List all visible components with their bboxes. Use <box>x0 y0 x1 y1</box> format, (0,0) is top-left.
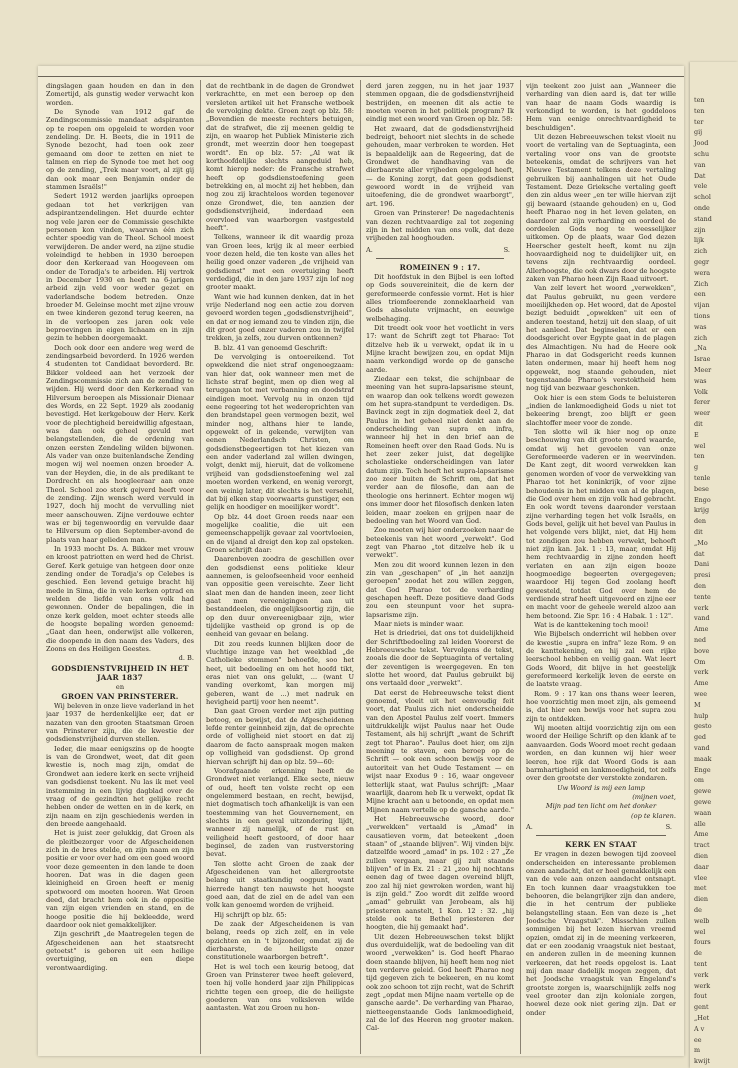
adjacent-page-strip <box>690 62 738 1068</box>
strip-word: hulp <box>694 711 709 720</box>
strip-word: Jood <box>694 139 709 148</box>
strip-word: ned <box>694 636 706 644</box>
signature-initial: S. <box>665 822 672 831</box>
strip-word: schol <box>694 193 711 202</box>
strip-word: A v <box>694 1024 705 1033</box>
paragraph: De zaak der Afgescheidenen is van belang, reeds op zich zelf, en in vele opzichten en in 't bijzonder, omdat zij de dierbaarste, de heiligste onzer constitutionele waarborgen betreft". <box>206 920 354 962</box>
strip-word: Enge <box>694 765 711 774</box>
column-divider <box>520 80 521 1054</box>
strip-word: maak <box>694 754 712 763</box>
strip-word: E <box>694 430 699 439</box>
strip-word: tions <box>694 312 710 320</box>
paragraph: Telkens, wanneer ik dit waardig proza van Groen lees, krijg ik al meer eerbied voor dezen held, die ten koste van alles het heilig goed onzer vaderen „de vrijheid van godsdienst" met een overtuiging heeft verdedigd, die in den jare 1937 zijn lof nog grooter maakt. <box>206 233 354 292</box>
paragraph: Maar niets is minder waar. <box>374 619 464 628</box>
paragraph: Uit dezen Hebreeuwschen tekst blijkt dus overduidelijk, wat de bedoeling van dit woord „verwekken" is. God heeft Pharao doen staande blijven, hij heeft hem nog niet ten verderve geleid. God heeft Pharao nog tijd gegeven zich te bekeeren, en nu komt ook zoo schoon tot zijn recht, wat de Schrift zegt „opdat men Mijne naam vertelle op de gansche aarde". De verharding van Pharao, nietteegenstaande Gods lankmoedigheid, zal de lof des Heeren nog grooter maken. Cal- <box>366 932 514 1033</box>
paragraph: Want wie had kunnen denken, dat in het vrije Nederland nog een actie zou dorven gevoerd worden tegen „godsdienstvrijheid", en dat er nog iemand zou te vinden zijn, die dit groot goed onzer vaderen zou in twijfel trekken, ja zelfs, zou durven ontkennen? <box>206 292 354 343</box>
strip-word: „Het <box>694 1014 710 1022</box>
strip-word: ee <box>694 1035 702 1044</box>
paragraph: Daarenboven zoodra de geschillen over den godsdienst eens politieke kleur aannemen, is geloofseenheid voor eenheid van oppositie geen vereischte. Zeer licht slaat men dan de handen ineen, zeer licht gaat men vereenigingen aan uit bestanddeelen, die ongelijksoortig zijn, die op den duur onvereenigbaar zijn, wier tijdelijke vastheid op grond is op de eenheid van gevaar en belang. <box>206 555 354 639</box>
paragraph: Zoo moeten wij hier onderzoeken naar de beteekenis van het woord „verwekt". God zegt van Pharao „tot ditzelve heb ik u verwekt". <box>366 526 514 560</box>
paragraph: Dit treedt ook voor het voetlicht in vers 17: want de Schrift zegt tot Pharao: Tot ditzelve heb ik u verwekt, opdat ik in u Mijne kracht bewijzen zou, en opdat Mijn naam verkondigd worde op de gansche aarde. <box>366 323 514 374</box>
column-4 <box>526 82 676 1056</box>
paragraph: Groen van Prinsterer! De nagedachtenis van dezen rechtvaardige zal tot zegening zijn in het midden van ons volk, dat deze vrijheden zal hooghouden. <box>366 209 514 243</box>
paragraph: Ten slotte acht Groen de zaak der Afgescheidenen van het allergrootste belang uit staatkundig oogpunt, want hierrede hangt ten nauwste het hoogste goed aan, dat de ziel en de adel van een volk kan genoemd worden de vrijheid. <box>206 859 354 910</box>
strip-word: zich <box>694 247 708 256</box>
paragraph: Hij schrijft op blz. 65: <box>214 910 287 919</box>
strip-word: g <box>694 463 699 472</box>
paragraph: Doch ook door een andere weg werd de zendingsarbeid bevorderd. In 1926 werden 4 studenten tot Candidaat bevorderd. Br. Bikker voldeed aan het verzoek der Zendingscommissie zich aan de zending te wijden. Hij werd door den Kerkeraad van Hilversum beroepen als Missionair Dienaar des Words, en 22 Sept. 1929 als zoodanig bevestigd. Het kerkgebouw der Herv. Kerk voor de plechtigheid bereidwillig afgestaan, was dan ook geheel gevuld met belangstellenden, die de ordening van onzen eersten Zendeling wilden bijwonen. Als vader van onze buitenlandsche Zending mogen wij wel noemen onzen broeder A. van der Heyden, die, in de als predikant te Dordrecht en als hoogleeraar aan onze Theol. School zoo sterk gejverd heeft voor de zending. Zijn wensch werd vervuld in 1927, doch hij mocht de vervulling niet meer aanschouwen. Zijne verdouwe echter was er bij tegenwoordig en vervulde daar te Hilversum op dien September-avond de plaats van haar gelieden man. <box>46 343 194 544</box>
strip-word: was <box>694 322 707 331</box>
strip-word: wel <box>694 927 706 936</box>
paragraph: Ten slotte wil ik hier nog op onze beschouwing van dit groote woord waarde, omdat wij het gevoelen van onze Gereformeerde vaderen er in weervinden. De Kant zegt, dit woord verwekken kan genomen worden of voor de verwekking van Pharao tot het koninkrijk, of voor zijne behoudenis in het midden van al de plagen, die God over hem en zijn volk had gebracht. En ook wordt tevens daaronder verstaan zijne verharding tegen het volk Israëls, en Gods bevel, gelijk uit het bevel van Paulus in het volgende vers blijkt, niet, dat Hij hem tot zondigen zou hebben verwekt, behoeft niet zijn kan. Jak. 1 : 13, maar, omdat Hij hem rechtvaardig in zijne zonden heeft verlaten en aan zijn eigen booze hoogmoedige begeerten overgegeven; waardoor Hij tegen God zoolang heeft gewesteld, totdat God over hem de verdiende straf heeft uitgevoerd en zijne eer en macht voor de geheele wereld alzoo aan hem betoond. Zie Spr. 16 : 4 Habak. 1 : 12". <box>526 428 676 620</box>
paragraph: Ieder, die maar eenigszins op de hoogte is van de Grondwet, weet, dat dit geen kwestie is, noch mag zijn, omdat de Grondwet aan iedere kerk en secte vrijheid van godsdienst toekent. Nu las ik met veel instemming in een lijvig dagblad over de vraag of de gezindten het gelijke recht hebben onder de wetten en in de kerk, en zijn naam en zijn geschiedenis werden in den breede aangehaald. <box>46 744 194 828</box>
paragraph: Het zwaard, dat de godsdienstvrijheid bedreigt, behoort niet slechts in de schede gehouden, maar verbroken te worden. Het is bepaaldelijk aan de Regeering, dat de Grondwet de handhaving van de dierbaarste aller vrijheden opgelegd heeft, — de Koning zorgt, dat geen godsdienst gewoord wordt in de vrijheid van uitoefening, die de grondwet waarborgt", art. 196. <box>366 124 514 208</box>
strip-word: tent <box>694 960 708 968</box>
strip-word: verk <box>694 603 709 612</box>
strip-word: dien <box>694 895 709 904</box>
strip-word: de <box>694 949 702 958</box>
paragraph: derd jaren zeggen, nu in het jaar 1937 stemmen opgaan, die de godsdienstvrijheid bestrijden, en meenen dit als actie te moeten voeren in het politiek program? Ik eindig met een woord van Groen op blz. 58: <box>366 82 514 124</box>
strip-word: dit <box>694 528 703 536</box>
article-heading: KERK EN STAAT <box>565 840 637 850</box>
paragraph: dat de rechtbank in de dagen de Grondwet verkrachtte, en met een beroep op den versleten artikel uit het Fransche wetboek de vervolging dekte. Groen zegt op blz. 58: „Bovendien de meeste rechters betuigen, dat de strafwet, die zij meenen geldig te zijn, en waarop het Publiek Ministerie zich grondt, met weerzin door hen toegepast wordt". En op blz. 57: „Al wat ik korthoofdelijke slechts aangeduid heb, komt hierop neder: de Fransche strafwet heeft op godsdienstoefening geen betrekking en, al mocht zij het hebben, dan nog zou zij krachteloos worden tegenover onze Grondwet, die, ten aanzien der godsdienstvrijheid, inderdaad een overvloed van waarborgen vastgesteld heeft". <box>206 82 354 232</box>
strip-word: zijn <box>694 225 706 234</box>
strip-word: M <box>694 700 701 709</box>
strip-word: fout <box>694 992 707 1001</box>
paragraph: Wie Bijbelsch onderricht wil hebben over de kwestie „supra en infra" leze Rom. 9 en de kanttekening, en hij zal een rijke leerschool hebben en veilig gaan. Wat leert Gods Woord, dit blijve in het geestelijk gereformeerd kerkelijk leven de eerste en de laatste vraag. <box>526 630 676 689</box>
strip-word: dat <box>694 549 705 558</box>
paragraph: vijn teekent zoo juist aan „Wanneer die verharding van dien aard is, dat ter wille van haar de naam Gods waardig is verkondigd te worden, is het goddeloos Hem van eenige onrechtvaardigheid te beschuldigen". <box>526 82 676 132</box>
strip-word: gewe <box>694 787 712 796</box>
paragraph: B. blz. 41 van genoemd Geschrift: <box>214 343 328 352</box>
strip-word: tract <box>694 841 710 850</box>
strip-word: tenle <box>694 474 711 482</box>
column-2 <box>206 82 354 1056</box>
poem-line: (op te klaren. <box>631 811 676 820</box>
paragraph: De vervolging is ontoereikend. Tot opwekkend die niet straf ongenoegzaam: van hier dat, ook wanneer men met de lichste straf begint, men op dien weg al teruggaan tot met verbanning en doodstraf eindigen moet. Vervolg nu in onzen tijd eene regeering tot het wederoprichten van den brandstapel geen vermogen bezit, wel minder nog, althans hier te lande, opgewekt of in gekende, verwijten van eenen Nederlandsch Christen, om godsdienstbegeertigen tot het kiezen van een ander vaderland zal willen dwingen, volgt, denkt mij, hieruit, dat de volkomene vrijheid van godsdienstoefening wel zal moeten worden verkend, en wenig verorgt, een weinig later, dit slechts is het versehil, dat bij elken stap voorwaarts gunstiger, een gelijk en hoodiger en moeilijker wordt". <box>206 353 354 512</box>
strip-word: Meer <box>694 366 712 374</box>
strip-word: om <box>694 776 704 785</box>
strip-word: bese <box>694 484 709 493</box>
strip-word: krijg <box>694 506 710 515</box>
strip-word: vlee <box>694 873 708 882</box>
strip-word: Dani <box>694 560 710 569</box>
strip-word: daar <box>694 862 709 871</box>
paragraph: Uit dezen Hebreeuwschen tekst vloeit nu voort de vertaling van de Septuaginta, een vertaling voor ons van de grootste beteekenis, omdat de schrijvers van het Nieuwe Testament telkens deze vertaling gebruiken bij aanhalingen uit het Oude Testament. Deze Grieksche vertaling geeft den zin aldus weer „en ter wille hiervan zijt gij bewaard (staande gehouden) en u, God heeft Pharao nog in het leven gelaten, en daardoor zal zijn verharding en oordeel de oordeelen Gods nog te weesselijker uitkomen. Op de plaats, waar God dezen Heerscher gestelt heeft, komt nu zijn hoovaardigheid nog te duidelijker uit, en tevens zijn rechtvaardig oordeel. Allerhoogste, die ook dwars door de hoogste zaken van Pharao heen Zijn Raad uitvoert. <box>526 133 676 283</box>
strip-word: gesto <box>694 722 712 731</box>
paragraph: In 1933 mocht Ds. A. Bikker met vrouw en kroost patriotten en werd hed de Christ. Geref. Kerk getuige van hetgeen door onze zending onder de Toradja's op Celebes is geschied. Een levend getuige bracht hij mede in Sima, die in vele kerken optrad en welden de liefde van ons volk had gewonnen. Onder de bepalingen, die in onze kerk gelden, moet echter steeds alle de hoogste bepaling worden genoemd: „Gaat dan heen, onderwijst alle volkeren, die doopende in den naam des Vaders, des Zoons en des Heiligen Geestes. <box>46 544 194 654</box>
poem-line: Mijn pad ten licht om het donker <box>545 802 657 811</box>
strip-word: Om <box>694 657 706 666</box>
strip-word: kwijt <box>694 1057 710 1066</box>
strip-word: alle <box>694 819 706 828</box>
paragraph: Ook hier is een stem Gods te beluisteren „indien de lankmoedigheid Gods u niet tot bekeering brengt, zoo blijft er geen slachtoffer meer voor de zonde. <box>526 393 676 427</box>
strip-word: gegr <box>694 258 710 266</box>
paragraph: Ziedaar een tekst, die schijnbaar de meening van het supra-lapsarisme steunt, en waarop dan ook telkens wordt gewezen om het supra-standpunt te verdedigen. Ds. Bavinck zegt in zijn dogmatiek deel 2, dat Paulus in het geheel niet denkt aan de onderscheiding van supra en infra, wanneer hij het in den brief aan de Romeinen heeft over den Raad Gods. Nu is het zeer zeker juist, dat degelijke scholastieke onderscheidingen van later datum zijn. Toch heeft het supra-lapsarisme zoo zeer buiten de Schrift om, dat het verder aan de filosofie, dan aan de theologie ons herinnert. Echter mogen wij ons immer door het filosofisch denken laten leiden, maar zoeken en grijpen naar de bedoeling van het Woord van God. <box>366 375 514 525</box>
column-divider <box>200 80 201 1054</box>
signature-initial: S. <box>503 245 510 254</box>
strip-word: Engo <box>694 495 711 504</box>
strip-word: de <box>694 906 702 914</box>
strip-word: verk <box>694 668 709 677</box>
strip-word: presi <box>694 571 711 580</box>
strip-word: gij <box>694 128 703 137</box>
strip-word: wel <box>694 441 706 450</box>
signature-initial: A. <box>526 822 533 831</box>
strip-word: lijk <box>694 236 704 245</box>
strip-word: weer <box>694 409 711 418</box>
strip-word: ferer <box>694 398 711 407</box>
strip-word: tente <box>694 592 711 601</box>
paragraph: Dan gaat Groen verder met zijn putting betoog, en bewijst, dat de Afgescheidenen lefde renter geinnheid zijn, dat de oprechte orde of volligheid niet stoort en dat zij daarom de facto aanspraak mogen maken op volligheid van godsdienst. Op grond hiervan schrijft hij dan op blz. 59—60: <box>206 707 354 766</box>
paragraph: Voorafgaande erkenning heeft de Grondwet niet verlangd. Elke secte, nieuw of oud, heeft ten volste recht op een ongelemmerd bestaan, en recht, bewijsd, niet dogmatisch toch afhankelijk is van een toestemming van het Gouvernement, en slechts in een geval uitzondering lijdt, wanneer zij namelijk, of de rust en veiligheid heeft gestoord, of door haar beginsel, de zaden van rustverstoring bevat. <box>206 766 354 859</box>
strip-word: was <box>694 376 707 385</box>
column-1 <box>46 82 194 1056</box>
strip-word: ten <box>694 96 705 104</box>
paragraph: Sedert 1912 werden jaarlijks oproepen gedaan tot het verkrijgen van adspirantzendelingen. Het duurde echter nog vele jaren eer de Commissie geschikte personen kon vinden, waarvan één zich echter spoedig van de Theol. School moest verwijderen. De ander werd, na zijne studie voleindigd te hebben in 1930 beroepen door den Kerkeraad van Hoogeveen om onder de Toradja's te arbeiden. Hij vertrok in December 1930 en heeft na 6-jarigen arbeid zijn veld voor weder gezet en vaderlandsche bodem betreden. Onze broeder M. Geleinse mocht met zijne vrouw en twee kinderen gezond terug keeren, na in de verloopen zes jaren ook vele beproevingen in eigen lichaam en in zijn gezin te hebben doorgemaakt. <box>46 192 194 343</box>
strip-word: m <box>694 1046 701 1055</box>
strip-word: dit <box>694 420 703 428</box>
author-signature: d. B. <box>178 654 194 663</box>
paragraph: Wij beleven in onze lieve vaderland in het jaar 1937 de herdenkelijke eer, dat er nazaten van den grooten Staatsman Groen van Prinsterer zijn, die de kwestie der godsdienstvrijheid durven stellen. <box>46 702 194 744</box>
strip-word: ten <box>694 106 705 115</box>
article-heading: ROMEINEN 9 : 17. <box>399 262 481 272</box>
section-divider <box>536 835 666 836</box>
strip-word: den <box>694 517 706 526</box>
paragraph: Men zou dit woord kunnen lezen in den zin van „geschapen" of „in het aanzijn geroepen" zoodat het zou willen zeggen, dat God Pharao tot de verharding geschapen heeft. Deze positieve daad Gods zou een steunpunt voor het supra-lapsarisme zijn. <box>366 560 514 619</box>
strip-word: ten <box>694 452 705 461</box>
strip-word: onde <box>694 204 710 212</box>
strip-word: schu <box>694 150 710 158</box>
strip-word: Ame <box>694 625 709 634</box>
strip-word: „Na <box>694 344 707 353</box>
strip-word: Israe <box>694 355 711 364</box>
paragraph: Van zelf levert het woord „verwekken", dat Paulus gebruikt, nu geen verdere moeilijkheden op. Het woord, dat de Apostel bezigt beduidt „opwekken" uit een of anderen toestand, hetzij uit den slaap, of uit het aanleed. Dat beginselen, dat er een doodsgericht over Egypte gaat in de plagen des Almachtigen. Nu had de Heere ook Pharao in dat Godsgericht reeds kunnen laten ondermen, maar hij heeft hem nog opgewekt, nog staande gehouden, niet tegenstaande Pharao's verstoktheid hem nog tijd van bezwaar geschonken. <box>526 284 676 393</box>
strip-word: Ame <box>694 679 709 688</box>
paragraph: Op blz. 44 doet Groen reeds naar een mogelijke coalitie, die uit een gemeenschappelijk gevaar zal voortvloeien, en de vijand al dreigt den kop zal opsteken. Groen schrijft daar: <box>206 512 354 554</box>
paragraph: Er vragen in dezen bewogen tijd zooveel onderscheiden en interessante problemen onzen aandacht, dat er heel gemakkelijk een van de vele aan onzen aandacht ontsnapt. En toch kunnen daar vraagstukken toe behooren, die belangrijker zijn dan andere, die in het centrum der publieke belangstelling staan. Een van deze is „het Joodsche Vraagstuk". Missschien zullen sommigen bij het lezen hiervan vreemd opzien, omdat zij in de meening verkeeren, dat er een zoodanig vraagstuk niet bestaat, en anderen zullen in de meening kunnen verkeeren, dat het reeds opgelost is. Laat mij dan maar dadelijk mogen zeggen, dat het Joodsche vraagstuk van Engeland's grootste zorgen is, waarschijnlijk zelfs nog veel grooter dan zijn koloniale zorgen, hoewel deze ook niet gering zijn. Dat er onder <box>526 850 676 1017</box>
strip-word: wee <box>694 690 708 698</box>
strip-word: „Mo <box>694 538 708 547</box>
strip-word: welb <box>694 916 710 925</box>
paragraph: De Synode van 1912 gaf de Zendingscommissie mandaat adspiranten op te roepen om opgeleid te worden voor zendeling. Dr. H. Beets, die in 1911 de Synode bezocht, had toen ook zeer gemaand om door te zetten en niet te talmen en riep de Synode toe met het oog op de zending, „Trek maar voort, al zijt gij dan ook maar een Benjamin onder de stammen Israëls!" <box>46 108 194 192</box>
author-signature <box>526 823 672 831</box>
poem-line: (mijnen voet, <box>632 792 676 801</box>
strip-word: met <box>694 884 707 893</box>
paragraph: Dat eerst de Hebreeuwsche tekst dient genoemd, vloeit uit het eenvoudig feit voort, dat Paulus zich niet onderscheidde van den Apostel Paulus zelf voert. Immers uitdrukkelijk wijst Paulus naar het Oude Testament, als hij schrijft „want de Schrift zegt tot Pharao". Paulus doet hier, om zijn meening te staven, een beroep op de Schrift — ook een schoon bewijs voor de autoriteit van het Oude Testament — en wijst naar Exodus 9 : 16, waar ongeveer letterlijk staat, wat Paulus schrijft: „Maar waarlijk, daarom heb Ik u verwekt, opdat Ik Mijne kracht aan u betoonde, en opdat men Mijnen naam vertelle op de gansche aarde." <box>366 688 514 814</box>
author-signature <box>366 246 510 254</box>
paragraph: Dit hoofdstuk in den Bijbel is een lofted op Gods souvereiniteit, die de kern der gereformeerde confessie vormt. Het is hier alles triomfeerende zonneklaarheid van Gods absolute vrijmacht, en eeuwige welbehaging. <box>366 272 514 323</box>
paragraph: dingslagen gaan houden en dan in den Zomertijd, als gunstig weder verwacht kon worden. <box>46 82 194 107</box>
paragraph: Het is juist zeer gelukkig, dat Groen als de pleitbezorger voor de Afgescheidenen zich in de bres stelde, en zijn naam en zijn positie er voor over had om een goed woord voor deze gemeenten in den lande te doen hooren. Dat was in die dagen geen kleinigheid en Groen heeft er menig spotwoord om moeten hooren. Wat Groen deed, dat bracht hem ook in de oppositie van zijn eigen vrienden en stand, en de hooge positie die hij bekleedde, werd daardoor ook niet gemakkelijker. <box>46 829 194 929</box>
strip-word: zich <box>694 333 708 342</box>
article-heading: GODSDIENSTVRIJHEID IN HET JAAR 1837 <box>51 663 189 682</box>
strip-word: vand <box>694 744 710 752</box>
strip-word: van <box>694 160 706 169</box>
strip-word: dien <box>694 852 709 860</box>
column-3 <box>366 82 514 1056</box>
strip-word: Volk <box>694 387 708 396</box>
strip-word: vijan <box>694 301 710 310</box>
poem-line: Uw Woord is mij een lamp <box>557 783 645 792</box>
top-rule <box>38 76 684 77</box>
strip-word: Zich <box>694 279 709 288</box>
column-divider <box>360 80 361 1054</box>
paragraph: Wat is de kanttekening toch mooi! <box>534 621 649 629</box>
section-divider <box>376 258 504 259</box>
strip-word: waan <box>694 808 712 817</box>
paragraph: Dit zou reeds kunnen blijken door de vluchtige inzage van het weekblad „de Catholieke stemmen" behoefde, soo het heet, uit bedoeling en om het hoofd tikt, eras niet van ons gelukt, ... (want U vanding overkomt, kan morgen mij geberen, want de ...) met nadruk en hevigheid partij voor hen neemt". <box>206 639 354 707</box>
strip-word: gewe <box>694 798 712 806</box>
strip-word: stand <box>694 214 712 223</box>
strip-word: ter <box>694 117 704 126</box>
strip-word: vele <box>694 182 708 191</box>
strip-word: fours <box>694 938 711 947</box>
paragraph: Zijn geschrift „de Maatregelen tegen de Afgescheidenen aan het staatsrecht getoetst" is geboren uit een heilige overtuiging, en een diepe verontwaardiging. <box>46 930 194 972</box>
newspaper-page <box>38 66 684 1056</box>
strip-word: Ame <box>694 830 709 839</box>
strip-word: wera <box>694 268 711 277</box>
article-heading: GROEN VAN PRINSTERER. <box>61 692 179 702</box>
paragraph: Wij moeten altijd voorzichtig zijn om een woord der Heilige Schrift op den klank af te aanvaarden. Gods Woord moet recht gedaan worden, en dan kunnen wij hier weer leeren, hoe rijk dat Woord Gods is aan barmhartigheid en lankmoedigheid, tot zelfs over den grootste der verstokte zondaren. <box>526 724 676 783</box>
strip-word: gent <box>694 1003 709 1012</box>
strip-word: werk <box>694 981 711 990</box>
paragraph: Het Hebreeuwsche woord, door „verwekken" vertaald is „Amad" in causatieven vorm, dat beteekent „doen staan" of „staande blijven". Wij vinden bijv. datzelfde woord „amad" in ps. 102 : 27 „Ze zullen vergaan, maar gij zult staande blijven" of in Ex. 21 : 21 „zoo hij nochtans eenen dag of twee dagen overeind blijft, zoo zal hij niet gewroken worden, want hij is zijn geld." Zoo wordt dit zelfde woord „amad" gebruikt van Jerobeam, als hij priesteren aanstelt, 1 Kon. 12 : 32. „hij stelde ook te Bethel priesteren der hoogten, die hij gemaakt had". <box>366 814 514 932</box>
strip-word: vand <box>694 614 710 623</box>
paragraph: Het is driedriei, dat ons tot duidelijkheid der Schriftbedoeling zal leiden Voorerst de Hebreeuwsche tekst. Vervolgens de tekst, zooals die door de Septuaginta of vertaling der zeventigen is weergegeven. En ten slotte het woord, dat Paulus gebruikt bij ons vertaald door „verwekt". <box>366 629 514 688</box>
paragraph: Rom. 9 : 17 kan ons thans weer leeren, hoe voorzichtig men moet zijn, als gemeend is, dat hier een bewijs voor het supra zou zijn te ontdekken. <box>526 689 676 723</box>
signature-initial: A. <box>366 245 373 254</box>
paragraph: Het is wel toch een keurig betoog, dat Groen van Prinsterer twee heeft geleverd, toen hij volle honderd jaar zijn Philippicas richtte tegen een groep, die de heiligste goederen van ons volksleven wilde aantasten. Wat zou Groen nu hon- <box>206 962 354 1013</box>
strip-word: verk <box>694 970 709 979</box>
strip-word: ged <box>694 733 706 742</box>
strip-word: een <box>694 290 706 299</box>
strip-word: den <box>694 582 706 590</box>
strip-word: Dat <box>694 171 706 180</box>
article-heading-conjunction: en <box>115 682 125 691</box>
strip-word: bove <box>694 646 710 655</box>
